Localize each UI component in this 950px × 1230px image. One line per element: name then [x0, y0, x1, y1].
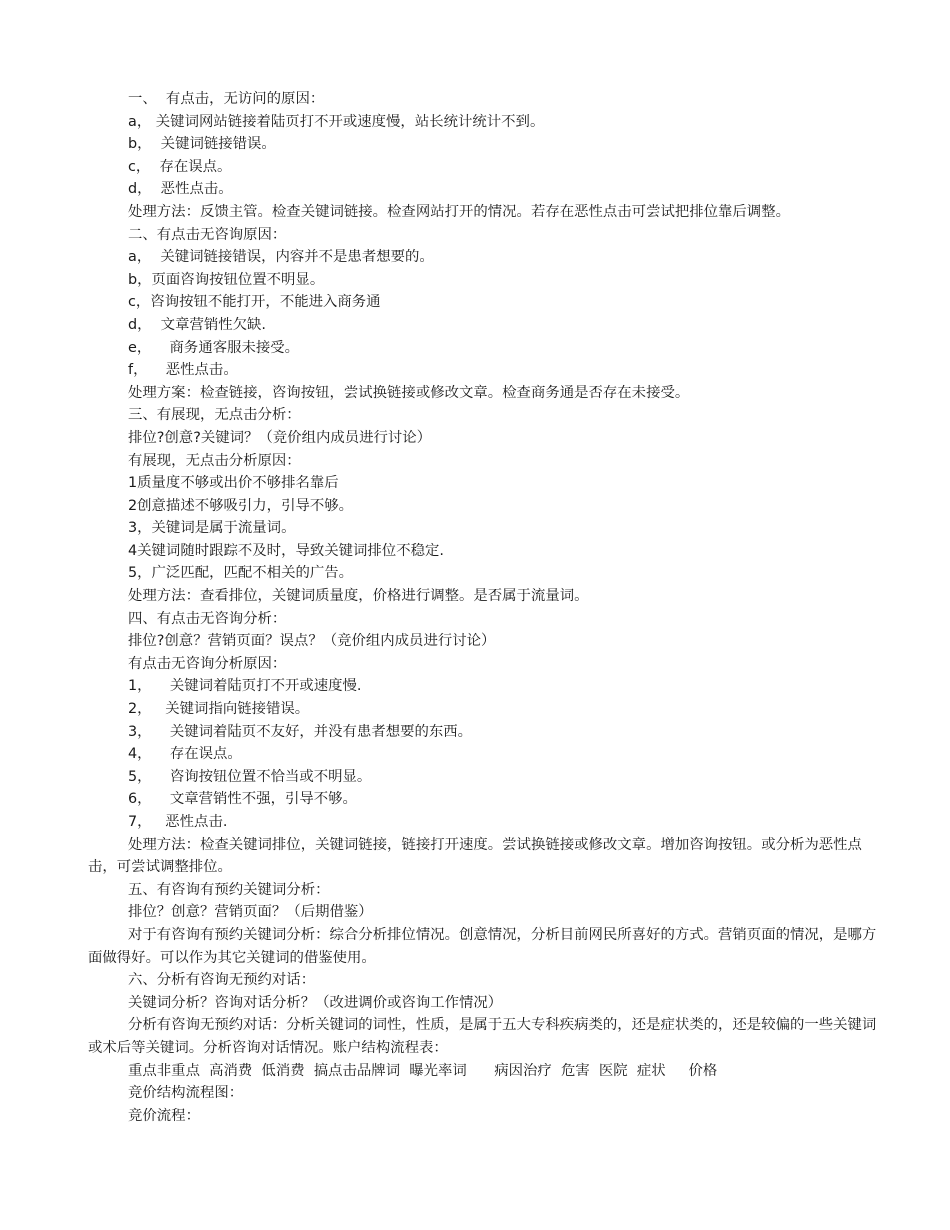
section-five-list — [88, 879, 878, 924]
text-line: 有点击无咨询分析原因： — [128, 655, 287, 672]
text-line: 处理方案：检查链接，咨询按钮，尝试换链接或修改文章。检查商务通是否存在未接受。 — [128, 384, 690, 401]
text-line: 关键词分析？咨询对话分析？（改进调价或咨询工作情况） — [128, 994, 503, 1011]
text-line: 四、有点击无咨询分析： — [128, 610, 287, 627]
text-line: c， 存在误点。 — [128, 158, 232, 175]
text-line: 排位?创意?关键词？（竞价组内成员进行讨论） — [128, 429, 432, 446]
text-line: 处理方法：反馈主管。检查关键词链接。检查网站打开的情况。若存在恶性点击可尝试把排位靠后调整。 — [128, 203, 790, 220]
text-line: 5，广泛匹配，匹配不相关的广告。 — [128, 565, 354, 582]
text-line: c，咨询按钮不能打开，不能进入商务通 — [128, 294, 381, 311]
account-structure-list — [88, 1060, 878, 1128]
text-line: 3，关键词是属于流量词。 — [128, 520, 296, 537]
text-line: 处理方法：查看排位，关键词质量度，价格进行调整。是否属于流量词。 — [128, 588, 589, 605]
text-line: b，页面咨询按钮位置不明显。 — [128, 271, 325, 288]
text-line: 重点非重点 高消费 低消费 搞点击品牌词 曝光率词 病因治疗 危害 医院 症状 价格 — [128, 1062, 718, 1079]
section-one-list — [88, 88, 878, 834]
text-line: 有展现，无点击分析原因： — [128, 452, 301, 469]
text-line: a， 关键词链接错误，内容并不是患者想要的。 — [128, 249, 434, 266]
text-line: 1质量度不够或出价不够排名靠后 — [128, 475, 339, 492]
text-line: d， 恶性点击。 — [128, 181, 233, 198]
text-line: 一、 有点击，无访问的原因： — [128, 91, 325, 107]
text-line: 4关键词随时跟踪不及时，导致关键词排位不稳定. — [128, 542, 444, 559]
text-line: 六、分析有咨询无预约对话： — [128, 972, 316, 989]
text-line: b， 关键词链接错误。 — [128, 136, 276, 153]
text-line: 1， 关键词着陆页打不开或速度慢. — [128, 678, 362, 695]
paragraph-section-six-analysis: 分析有咨询无预约对话：分析关键词的词性，性质，是属于五大专科疾病类的，还是症状类的，还是较偏的一些关键词或术后等关键词。分析咨询对话情况。账户结构流程表： — [88, 1017, 877, 1056]
text-line: d， 文章营销性欠缺. — [128, 316, 266, 333]
paragraph-section-five-analysis: 对于有咨询有预约关键词分析：综合分析排位情况。创意情况，分析目前网民所喜好的方式。营销页面的情况，是哪方面做得好。可以作为其它关键词的借鉴使用。 — [88, 926, 877, 966]
text-line: f， 恶性点击。 — [128, 362, 238, 379]
section-six-list — [88, 969, 878, 1014]
text-line: e， 商务通客服未接受。 — [128, 339, 300, 356]
text-line: 五、有咨询有预约关键词分析： — [128, 881, 330, 898]
text-line: 6， 文章营销性不强，引导不够。 — [128, 791, 357, 808]
paragraph-handling-method-four: 处理方法：检查关键词排位，关键词链接，链接打开速度。尝试换链接或修改文章。增加咨询按钮。或分析为恶性点击，可尝试调整排位。 — [88, 836, 862, 876]
text-line: 2， 关键词指向链接错误。 — [128, 701, 310, 718]
text-line: 排位?创意？营销页面？误点？（竞价组内成员进行讨论） — [128, 633, 496, 650]
text-line: 4， 存在误点。 — [128, 746, 242, 763]
text-line: 竞价结构流程图： — [128, 1085, 244, 1102]
text-line: 5， 咨询按钮位置不恰当或不明显。 — [128, 768, 372, 785]
text-line: 排位？创意？营销页面？（后期借鉴） — [128, 904, 373, 921]
text-line: a， 关键词网站链接着陆页打不开或速度慢，站长统计统计不到。 — [128, 113, 545, 130]
text-line: 竞价流程： — [128, 1107, 200, 1124]
text-line: 二、有点击无咨询原因： — [128, 226, 287, 243]
text-line: 3， 关键词着陆页不友好，并没有患者想要的东西。 — [128, 723, 473, 740]
text-line: 三、有展现，无点击分析： — [128, 407, 301, 424]
text-line: 2创意描述不够吸引力，引导不够。 — [128, 497, 354, 514]
document-body — [88, 88, 878, 1127]
text-line: 7， 恶性点击. — [128, 814, 228, 830]
